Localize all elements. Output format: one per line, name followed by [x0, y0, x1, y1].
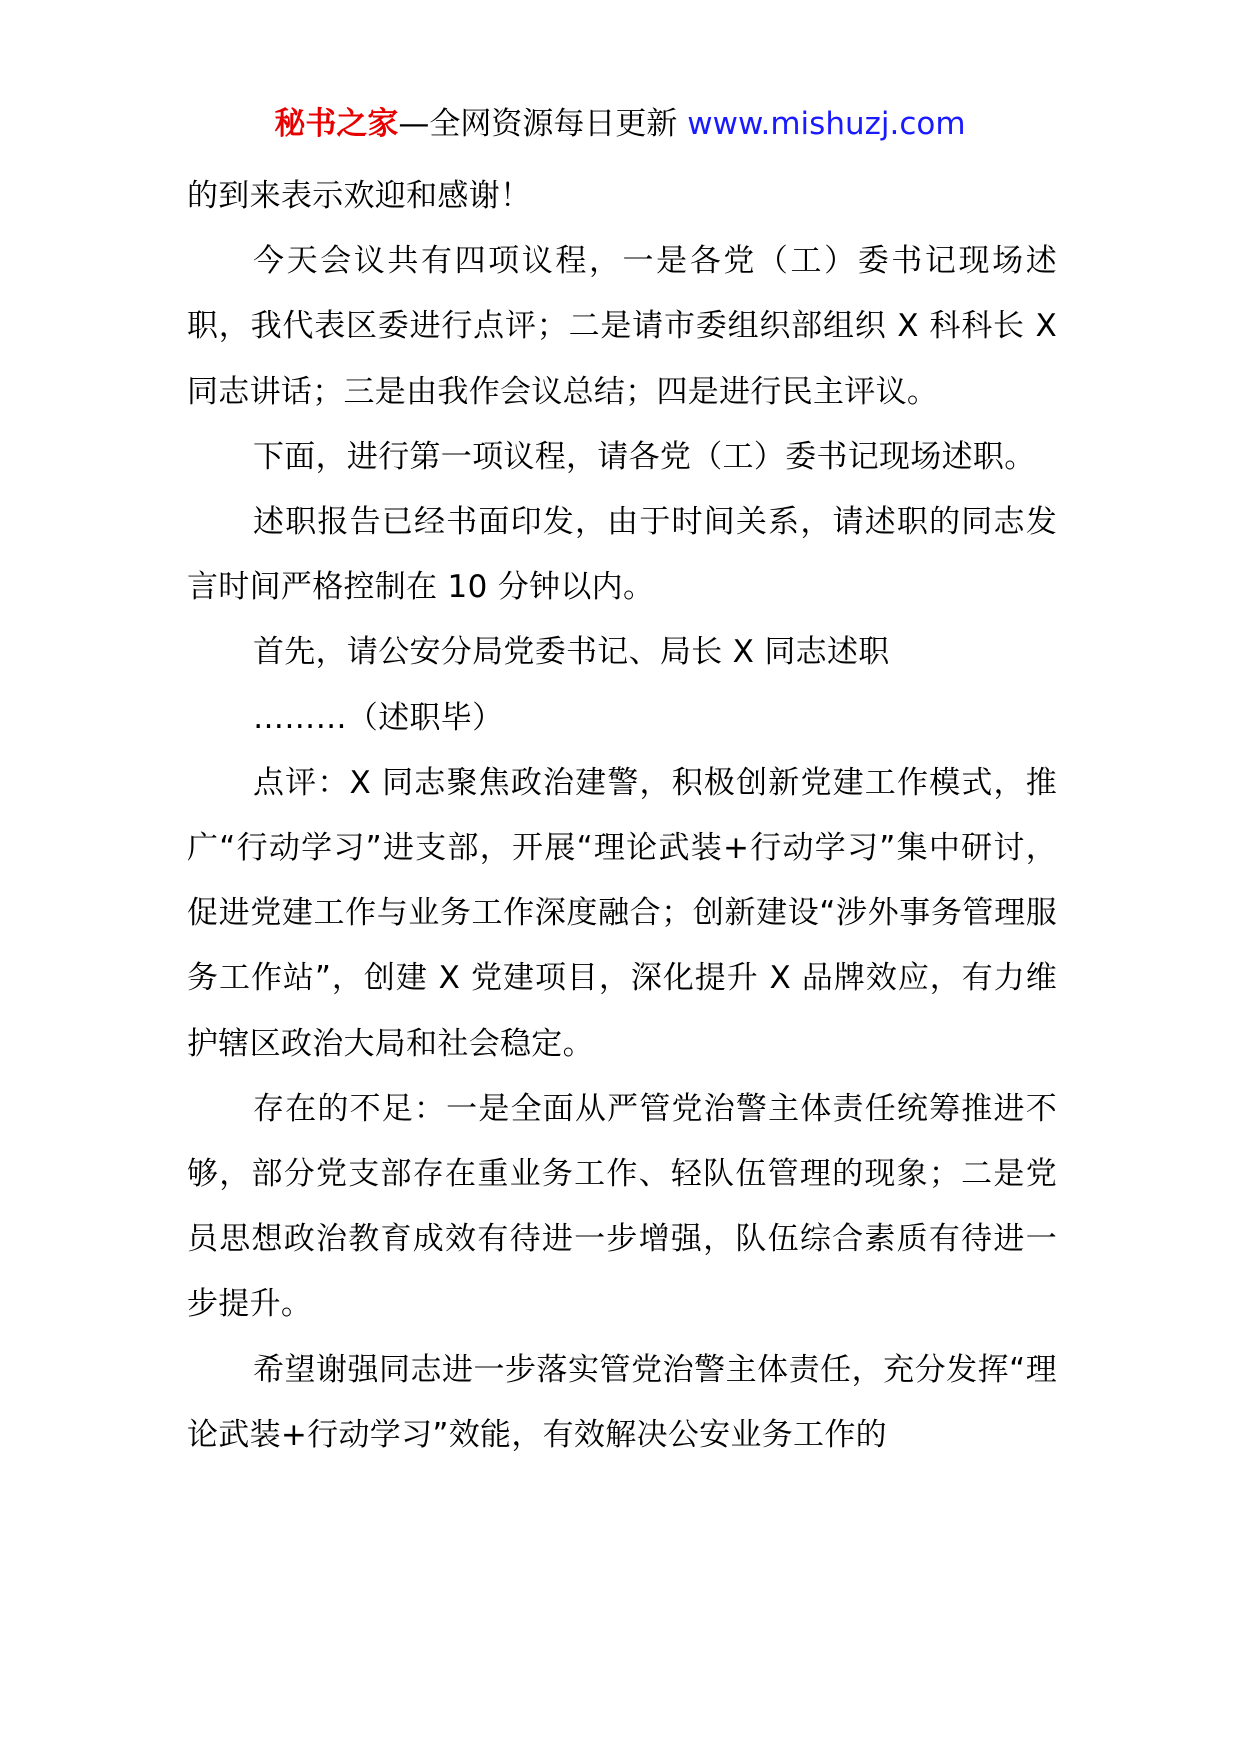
page-header	[0, 100, 1240, 148]
site-url-link[interactable]: www.mishuzj.com	[687, 106, 966, 142]
document-body	[187, 164, 1057, 1468]
paragraph-time-limit: 述职报告已经书面印发，由于时间关系，请述职的同志发言时间严格控制在 10 分钟以内。	[187, 504, 1057, 606]
paragraph-agenda: 今天会议共有四项议程，一是各党（工）委书记现场述职，我代表区委进行点评；二是请市委组织部组织 X 科科长 X 同志讲话；三是由我作会议总结；四是进行民主评议。	[187, 243, 1057, 410]
paragraph-first-item: 下面，进行第一项议程，请各党（工）委书记现场述职。	[253, 438, 1036, 475]
site-tagline: —全网资源每日更新	[398, 106, 678, 142]
paragraph-shortcomings: 存在的不足：一是全面从严管党治警主体责任统筹推进不够，部分党支部存在重业务工作、轻队伍管理的现象；二是党员思想政治教育成效有待进一步增强，队伍综合素质有待进一步提升。	[187, 1090, 1057, 1323]
paragraph-first-speaker: 首先，请公安分局党委书记、局长 X 同志述职	[253, 634, 890, 671]
site-brand: 秘书之家	[274, 106, 399, 142]
paragraph-hopes: 希望谢强同志进一步落实管党治警主体责任，充分发挥“理论武装+行动学习”效能，有效解决公安业务工作的	[187, 1351, 1057, 1453]
paragraph-report-end: ………（述职毕）	[253, 699, 504, 736]
paragraph-continuation: 的到来表示欢迎和感谢！	[187, 178, 532, 214]
paragraph-comment: 点评：X 同志聚焦政治建警，积极创新党建工作模式，推广“行动学习”进支部，开展“理论武装+行动学习”集中研讨，促进党建工作与业务工作深度融合；创新建设“涉外事务管理服务工作站”，创建 X 党建项目，深化提升 X 品牌效应，有力维护辖区政治大局和社会稳定。	[187, 764, 1057, 1062]
